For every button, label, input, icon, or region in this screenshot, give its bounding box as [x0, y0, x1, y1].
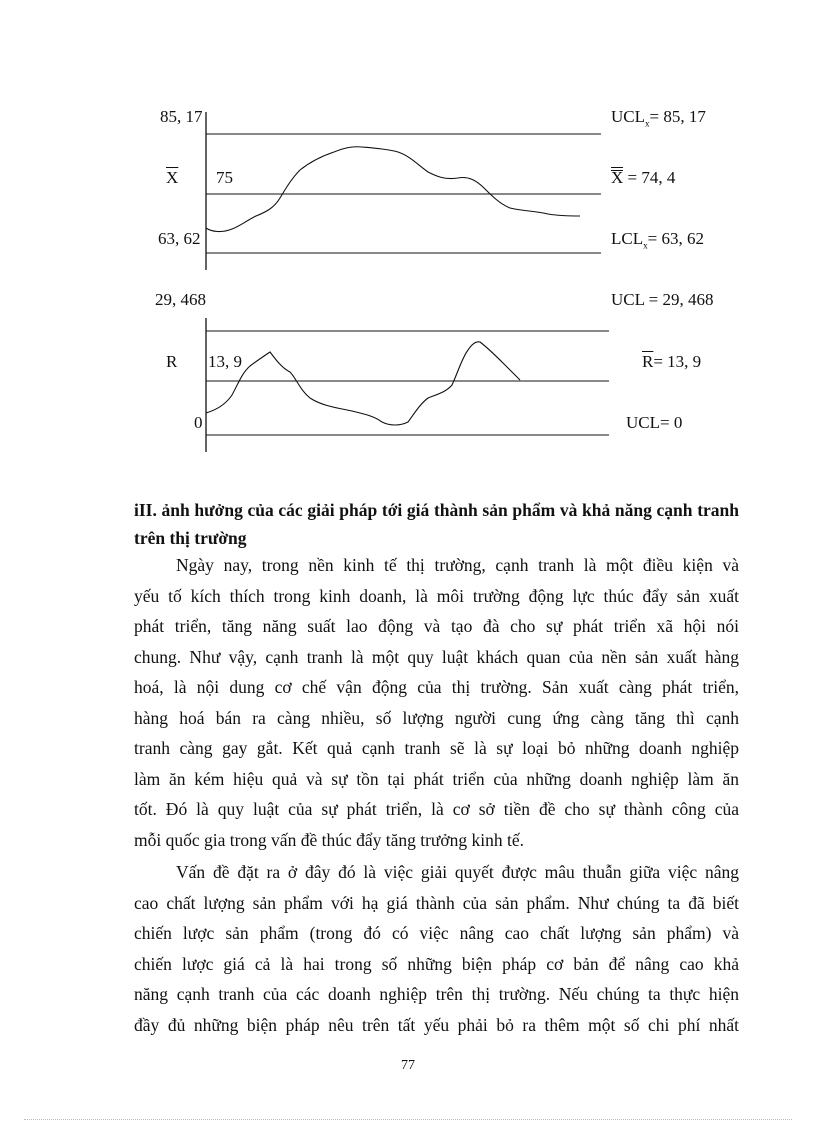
- grand-mean-value: = 74, 4: [623, 168, 676, 187]
- xbar-ucl-axis-label: 85, 17: [160, 107, 203, 126]
- xbar-mean-right-label: [611, 168, 675, 188]
- paragraph-line: hoá, là nội dung cơ chế vận động của thị trường. Sản xuất càng phát triển,: [134, 677, 739, 697]
- paragraph-line: chung. Như vậy, cạnh tranh là một quy luật khách quan của nền sản xuất hàng: [134, 646, 739, 667]
- paragraph-line: Ngày nay, trong nền kinh tế thị trường, cạnh tranh là một điều kiện và: [176, 555, 739, 575]
- r-mid-label: 13, 9: [208, 352, 242, 371]
- r-bar-value: = 13, 9: [653, 352, 702, 371]
- r-ucl-right-label: UCL = 29, 468: [611, 290, 714, 309]
- ucl-subscript: x: [645, 118, 650, 129]
- lcl-value: = 63, 62: [647, 229, 704, 248]
- page-number: 77: [401, 1058, 415, 1073]
- r-chart: [206, 318, 609, 452]
- paragraph-line: mỗi quốc gia trong vấn đề thúc đẩy tăng trưởng kinh tế.: [134, 829, 525, 850]
- footer-divider: [24, 1119, 792, 1120]
- xbar-ucl-right-label: [611, 107, 706, 128]
- paragraph-line: chiến lược sản phẩm (trong đó có việc nâng cao chất lượng sản phẩm) và: [134, 923, 739, 943]
- xbar-lcl-axis-label: 63, 62: [158, 229, 201, 248]
- r-lcl-right-label: UCL= 0: [626, 413, 683, 432]
- xbar-lcl-right-label: [611, 229, 704, 250]
- lcl-subscript: x: [643, 240, 648, 251]
- r-bar-symbol: $\overline{R}$: [642, 352, 654, 371]
- xbar-curve: [206, 147, 580, 232]
- paragraph-line: tranh càng gay gắt. Kết quả cạnh tranh sẽ là sự loại bỏ những doanh nghiệp: [134, 738, 739, 758]
- paragraph-line: Vấn đề đặt ra ở đây đó là việc giải quyết được mâu thuẫn giữa việc nâng: [176, 862, 739, 882]
- paragraph-line: đầy đủ những biện pháp nêu trên tất yếu phải bỏ ra thêm một số chi phí nhất: [134, 1014, 739, 1035]
- grand-mean-symbol: X: [611, 168, 624, 187]
- lcl-prefix: LCL: [611, 229, 644, 248]
- paragraph-line: cao chất lượng sản phẩm với hạ giá thành của sản phẩm. Như chúng ta đã biết: [134, 892, 739, 913]
- paragraph-line: chiến lược giá cả là hai trong số những biện pháp cơ bản để nâng cao khả: [134, 953, 739, 974]
- xbar-chart: [206, 112, 601, 270]
- ucl-value: = 85, 17: [649, 107, 706, 126]
- paragraph-line: yếu tố kích thích trong kinh doanh, là môi trường động lực thúc đẩy sản xuất: [134, 585, 739, 606]
- paragraph-line: tốt. Đó là quy luật của sự phát triển, là cơ sở tiền đề cho sự thành công của: [134, 799, 739, 819]
- paragraph-line: phát triển, tăng năng suất lao động và tạo đà cho sự phát triển xã hội nói: [134, 616, 739, 636]
- paragraph-line: làm ăn kém hiệu quả và sự tồn tại phát triển của những doanh nghiệp làm ăn: [134, 768, 739, 789]
- xbar-mid-label: 75: [216, 168, 233, 187]
- section-heading: iII. ảnh hưởng của các giải pháp tới giá thành sản phẩm và khả năng cạnh tranh trên thị trường: [134, 500, 739, 548]
- r-curve: [206, 342, 520, 425]
- xbar-mean-symbol: $\overline{X}$: [166, 168, 179, 187]
- ucl-prefix: UCL: [611, 107, 645, 126]
- paragraph-line: năng cạnh tranh của các doanh nghiệp trên thị trường. Nếu chúng ta thực hiện: [134, 984, 739, 1004]
- paragraph-line: hàng hoá bán ra càng nhiều, số lượng người cung ứng càng tăng thì cạnh: [134, 707, 739, 728]
- r-mean-right-label: [642, 352, 701, 372]
- r-mean-symbol: R: [166, 352, 178, 371]
- r-ucl-axis-label: 29, 468: [155, 290, 206, 309]
- r-zero-label: 0: [194, 413, 203, 432]
